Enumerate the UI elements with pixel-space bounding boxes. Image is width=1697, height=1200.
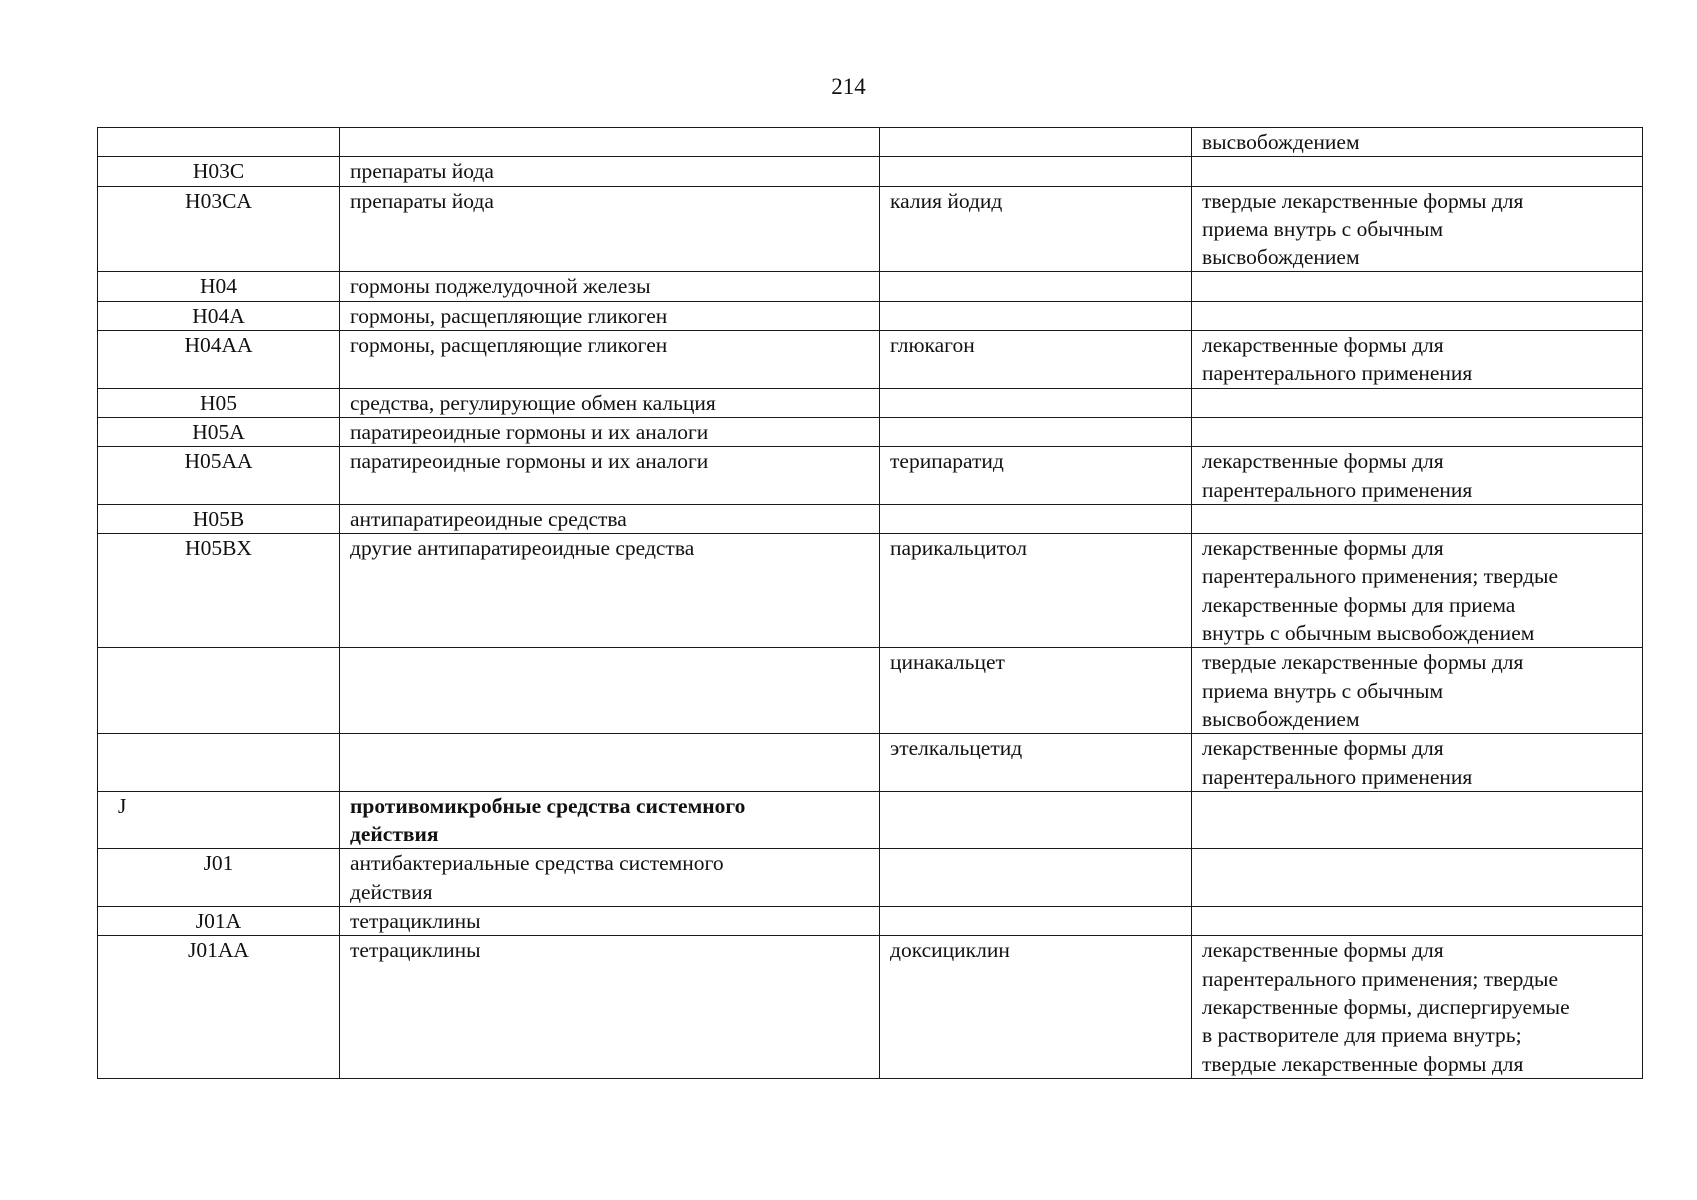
cell-text: J01A (195, 909, 242, 934)
cell-line: парентерального применения (1202, 361, 1473, 386)
dosage-form-cell (1192, 936, 1643, 1078)
cell-line: твердые лекарственные формы для (1202, 1051, 1524, 1076)
cell-text: другие антипаратиреоидные средства (350, 536, 695, 561)
drug-name-cell (880, 186, 1192, 272)
cell-text: H05 (199, 390, 238, 415)
table-row (98, 157, 1643, 186)
cell-line: приема внутрь с обычным (1202, 216, 1444, 241)
drug-name-cell (880, 157, 1192, 186)
cell-text: парикальцитол (890, 536, 1028, 561)
cell-line: лекарственные формы для (1202, 333, 1444, 358)
atc-code-cell (98, 157, 340, 186)
drug-name-cell (880, 447, 1192, 505)
drug-name-cell (880, 417, 1192, 446)
group-name-cell (340, 388, 880, 417)
dosage-form-cell (1192, 734, 1643, 792)
cell-line: высвобождением (1202, 706, 1360, 731)
page-number: 214 (831, 74, 866, 99)
atc-code-cell (98, 504, 340, 533)
cell-text: H05A (192, 419, 245, 444)
cell-line: внутрь с обычным высвобождением (1202, 621, 1535, 646)
dosage-form-cell (1192, 331, 1643, 389)
cell-text: H04AA (184, 333, 253, 358)
cell-line: парентерального применения (1202, 764, 1473, 789)
cell-text: калия йодид (890, 188, 1003, 213)
cell-text: цинакальцет (890, 650, 1005, 675)
atc-code-cell (98, 272, 340, 301)
group-name-cell (340, 734, 880, 792)
table-row (98, 388, 1643, 417)
atc-code-cell (98, 447, 340, 505)
cell-line: противомикробные средства системного (350, 793, 746, 818)
table-row (98, 128, 1643, 157)
atc-code-cell (98, 128, 340, 157)
cell-line: лекарственные формы для (1202, 449, 1444, 474)
group-name-cell (340, 791, 880, 849)
cell-line: антибактериальные средства системного (350, 851, 724, 876)
table-row (98, 447, 1643, 505)
cell-text: H04A (192, 303, 245, 328)
cell-text: H05BX (185, 536, 252, 561)
dosage-form-cell (1192, 907, 1643, 936)
table-body (98, 128, 1643, 1079)
cell-text: H03CA (185, 188, 252, 213)
group-name-cell (340, 417, 880, 446)
cell-text: средства, регулирующие обмен кальция (350, 390, 716, 415)
dosage-form-cell (1192, 791, 1643, 849)
drug-name-cell (880, 907, 1192, 936)
atc-code-cell (98, 936, 340, 1078)
table-row (98, 849, 1643, 907)
drug-name-cell (880, 301, 1192, 330)
table-row (98, 186, 1643, 272)
cell-text: антипаратиреоидные средства (350, 506, 627, 531)
cell-line: приема внутрь с обычным (1202, 678, 1444, 703)
atc-code-cell (98, 301, 340, 330)
cell-line: парентерального применения (1202, 477, 1473, 502)
dosage-form-cell (1192, 417, 1643, 446)
group-name-cell (340, 504, 880, 533)
cell-text: H04 (199, 274, 238, 299)
cell-text: H05B (192, 506, 245, 531)
cell-line: лекарственные формы, диспергируемые (1202, 994, 1570, 1019)
group-name-cell (340, 648, 880, 734)
drug-name-cell (880, 388, 1192, 417)
cell-text: гормоны, расщепляющие гликоген (350, 303, 668, 328)
dosage-form-cell (1192, 534, 1643, 648)
drug-name-cell (880, 272, 1192, 301)
group-name-cell (340, 186, 880, 272)
cell-line: высвобождением (1202, 245, 1360, 270)
group-name-cell (340, 331, 880, 389)
table-row (98, 791, 1643, 849)
table-row (98, 301, 1643, 330)
atc-code-cell (98, 648, 340, 734)
table-row (98, 534, 1643, 648)
cell-text: тетрациклины (350, 938, 481, 963)
atc-code-cell (98, 417, 340, 446)
cell-line: парентерального применения; твердые (1202, 966, 1559, 991)
cell-line: в растворителе для приема внутрь; (1202, 1023, 1522, 1048)
drug-name-cell (880, 791, 1192, 849)
group-name-cell (340, 301, 880, 330)
drug-name-cell (880, 128, 1192, 157)
group-name-cell (340, 936, 880, 1078)
group-name-cell (340, 272, 880, 301)
cell-text: препараты йода (350, 159, 494, 184)
atc-code-cell (98, 331, 340, 389)
cell-text: глюкагон (890, 333, 975, 358)
cell-line: лекарственные формы для (1202, 536, 1444, 561)
group-name-cell (340, 907, 880, 936)
cell-line: лекарственные формы для (1202, 938, 1444, 963)
cell-text: тетрациклины (350, 909, 481, 934)
atc-code-cell (98, 186, 340, 272)
table-row (98, 936, 1643, 1078)
dosage-form-cell (1192, 504, 1643, 533)
cell-line: твердые лекарственные формы для (1202, 650, 1524, 675)
atc-code-cell (98, 907, 340, 936)
group-name-cell (340, 534, 880, 648)
dosage-form-cell (1192, 447, 1643, 505)
atc-code-cell (98, 734, 340, 792)
dosage-form-cell (1192, 157, 1643, 186)
cell-text: гормоны, расщепляющие гликоген (350, 333, 668, 358)
cell-text: J01 (203, 851, 234, 876)
drug-table (97, 127, 1643, 1079)
table-row (98, 331, 1643, 389)
cell-line: твердые лекарственные формы для (1202, 188, 1524, 213)
atc-code-cell (98, 849, 340, 907)
group-name-cell (340, 849, 880, 907)
cell-text: H05AA (184, 449, 253, 474)
cell-line: лекарственные формы для приема (1202, 592, 1516, 617)
cell-text: этелкальцетид (890, 736, 1023, 761)
drug-name-cell (880, 504, 1192, 533)
dosage-form-cell (1192, 648, 1643, 734)
dosage-form-cell (1192, 849, 1643, 907)
table-row (98, 272, 1643, 301)
cell-text: доксициклин (890, 938, 1010, 963)
drug-name-cell (880, 534, 1192, 648)
group-name-cell (340, 157, 880, 186)
table-row (98, 648, 1643, 734)
cell-text: паратиреоидные гормоны и их аналоги (350, 419, 709, 444)
dosage-form-cell (1192, 388, 1643, 417)
cell-text: гормоны поджелудочной железы (350, 274, 651, 299)
cell-line: парентерального применения; твердые (1202, 564, 1559, 589)
cell-text: J (118, 793, 127, 818)
cell-line: действия (350, 822, 439, 847)
dosage-form-cell (1192, 186, 1643, 272)
drug-name-cell (880, 331, 1192, 389)
group-name-cell (340, 128, 880, 157)
cell-line: действия (350, 879, 433, 904)
group-name-cell (340, 447, 880, 505)
table-row (98, 907, 1643, 936)
cell-text: терипаратид (890, 449, 1004, 474)
cell-line: высвобождением (1202, 130, 1360, 154)
table-row (98, 734, 1643, 792)
dosage-form-cell (1192, 272, 1643, 301)
atc-code-cell (98, 388, 340, 417)
atc-code-cell (98, 534, 340, 648)
cell-line: лекарственные формы для (1202, 736, 1444, 761)
cell-text: H03C (192, 159, 245, 184)
table-row (98, 417, 1643, 446)
drug-name-cell (880, 648, 1192, 734)
drug-name-cell (880, 849, 1192, 907)
atc-code-cell (98, 791, 340, 849)
cell-text: препараты йода (350, 188, 494, 213)
drug-name-cell (880, 734, 1192, 792)
drug-name-cell (880, 936, 1192, 1078)
cell-text: паратиреоидные гормоны и их аналоги (350, 449, 709, 474)
dosage-form-cell (1192, 301, 1643, 330)
cell-text: J01AA (188, 938, 249, 963)
dosage-form-cell (1192, 128, 1643, 157)
table-row (98, 504, 1643, 533)
